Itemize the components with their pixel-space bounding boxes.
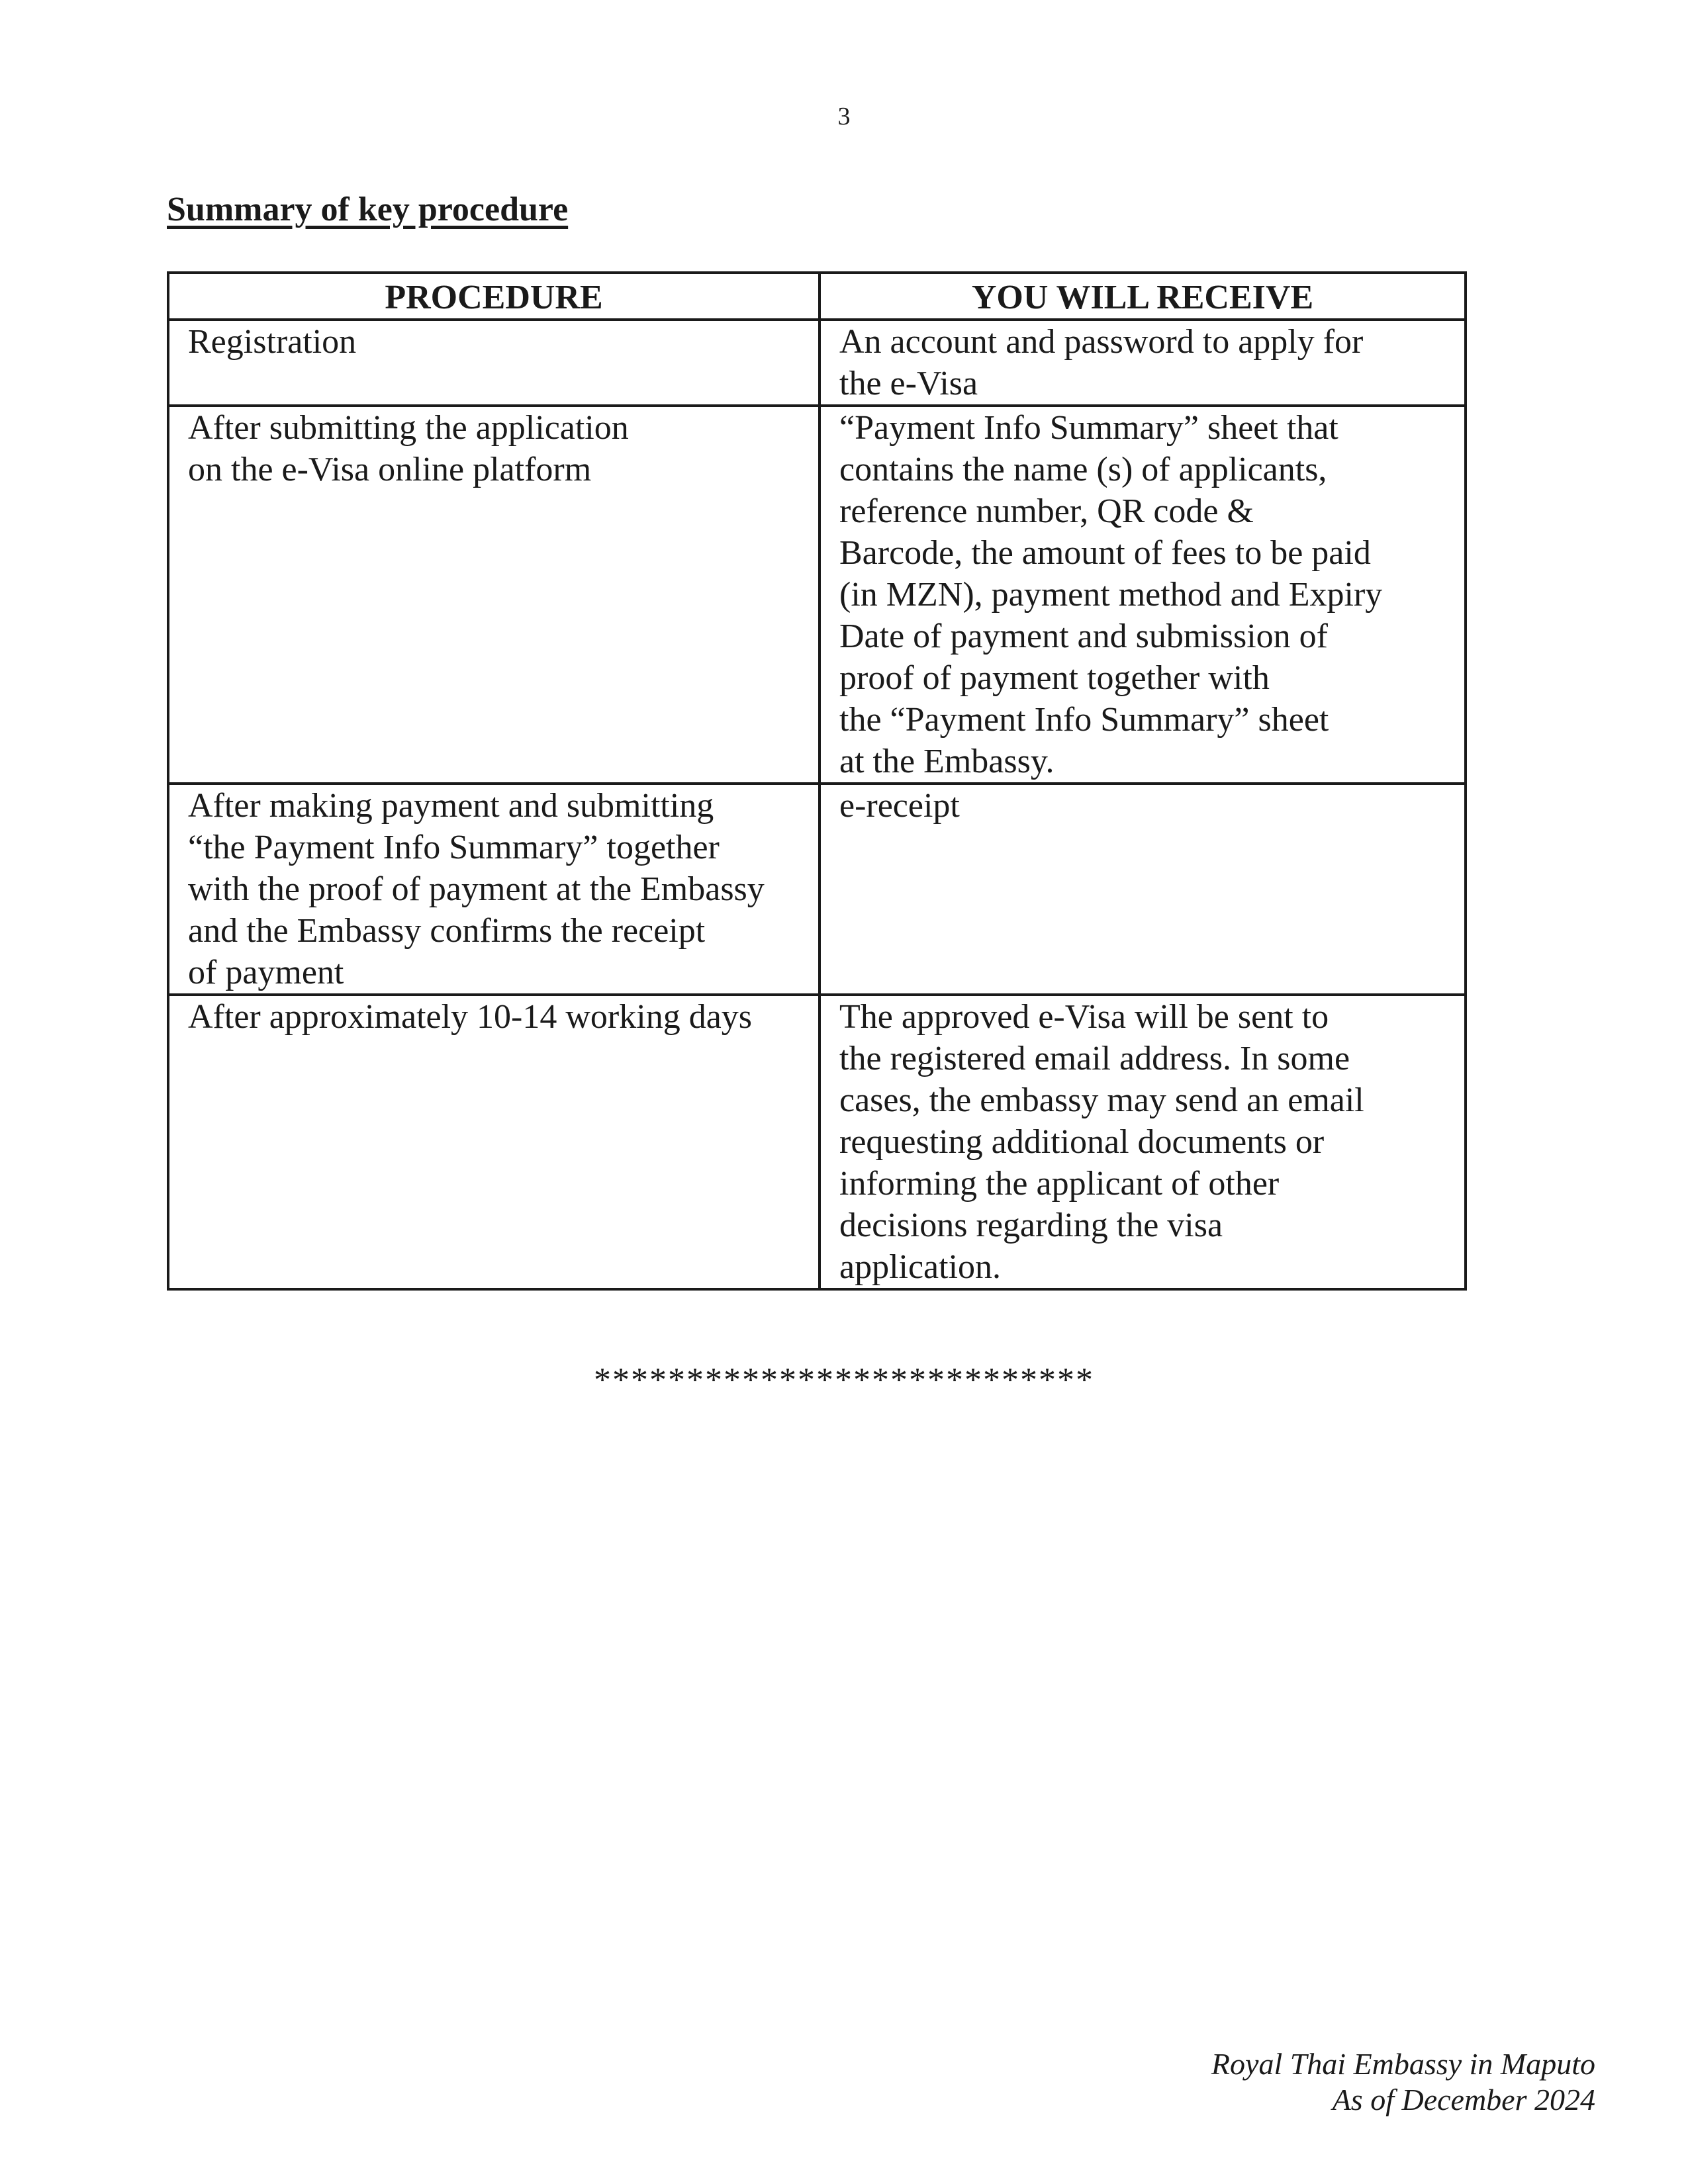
footer (1211, 2046, 1595, 2118)
receive-cell: “Payment Info Summary” sheet that contains the name (s) of applicants, reference number, QR code & Barcode, the amount of fees to be paid (in MZN), payment method and Expiry Date of payment and submission of proof of payment together with the “Payment Info Summary” sheet at the Embassy. (820, 406, 1466, 784)
header-you-will-receive: YOU WILL RECEIVE (820, 273, 1466, 320)
table-row (168, 406, 1466, 784)
table-header-row (168, 273, 1466, 320)
page-number: 3 (837, 103, 851, 130)
receive-cell: An account and password to apply for the e-Visa (820, 320, 1466, 406)
footer-date: As of December 2024 (1332, 2083, 1595, 2116)
section-separator: *************************** (594, 1361, 1094, 1399)
table-row (168, 995, 1466, 1289)
procedure-cell: After making payment and submitting “the Payment Info Summary” together with the proof of payment at the Embassy and the Embassy confirms the receipt of payment (168, 784, 820, 995)
procedure-table (167, 271, 1467, 1291)
header-procedure: PROCEDURE (168, 273, 820, 320)
table-row (168, 320, 1466, 406)
receive-cell: e-receipt (820, 784, 1466, 995)
table-row (168, 784, 1466, 995)
procedure-cell: Registration (168, 320, 820, 406)
footer-embassy-name: Royal Thai Embassy in Maputo (1211, 2047, 1595, 2081)
procedure-cell: After approximately 10-14 working days (168, 995, 820, 1289)
receive-cell: The approved e-Visa will be sent to the registered email address. In some cases, the embassy may send an email requesting additional documents or informing the applicant of other decisions regarding the visa application. (820, 995, 1466, 1289)
procedure-cell: After submitting the application on the e-Visa online platform (168, 406, 820, 784)
section-title: Summary of key procedure (167, 191, 569, 228)
